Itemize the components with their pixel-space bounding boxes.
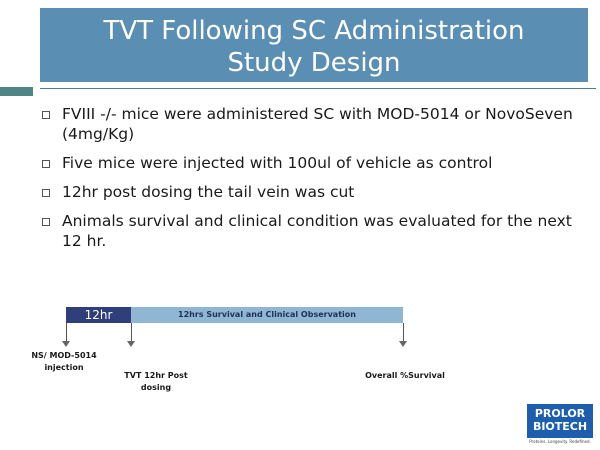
bullet-item (42, 153, 582, 173)
timeline-segment-dosing: 12hr (66, 307, 131, 323)
bullet-text: Five mice were injected with 100ul of vehicle as control (62, 154, 493, 172)
square-bullet-icon (42, 189, 50, 197)
slide-title-line-2: Study Design (227, 48, 401, 78)
timeline-segment-observation: 12hrs Survival and Clinical Observation (131, 307, 403, 323)
title-band (40, 8, 588, 82)
arrow-down-icon (127, 341, 135, 347)
arrow-down-icon (399, 341, 407, 347)
bullet-item (42, 211, 582, 251)
bullet-text: 12hr post dosing the tail vein was cut (62, 183, 355, 201)
logo-tagline: Proteins. Longevity. Redefined. (529, 439, 591, 444)
slide-title-line-1: TVT Following SC Administration (103, 16, 525, 46)
logo-text-line-2: BIOTECH (532, 420, 588, 433)
bullet-item (42, 104, 582, 144)
logo-box (527, 404, 593, 438)
company-logo (527, 404, 593, 444)
logo-text-line-1: PROLOR (534, 407, 586, 420)
bullet-text: FVIII -/- mice were administered SC with MOD-5014 or NovoSeven (4mg/Kg) (62, 105, 573, 143)
timeline-label-start: NS/ MOD-5014 injection (31, 351, 97, 372)
bullet-list (42, 104, 582, 260)
decorative-tab (0, 87, 33, 96)
square-bullet-icon (42, 160, 50, 168)
timeline-label-mid: TVT 12hr Post dosing (124, 371, 188, 392)
timeline-label-end: Overall %Survival (365, 371, 445, 380)
bullet-item (42, 182, 582, 202)
study-timeline (0, 300, 600, 400)
square-bullet-icon (42, 218, 50, 226)
title-divider (40, 88, 596, 89)
bullet-text: Animals survival and clinical condition was evaluated for the next 12 hr. (62, 212, 572, 250)
arrow-down-icon (62, 341, 70, 347)
square-bullet-icon (42, 111, 50, 119)
